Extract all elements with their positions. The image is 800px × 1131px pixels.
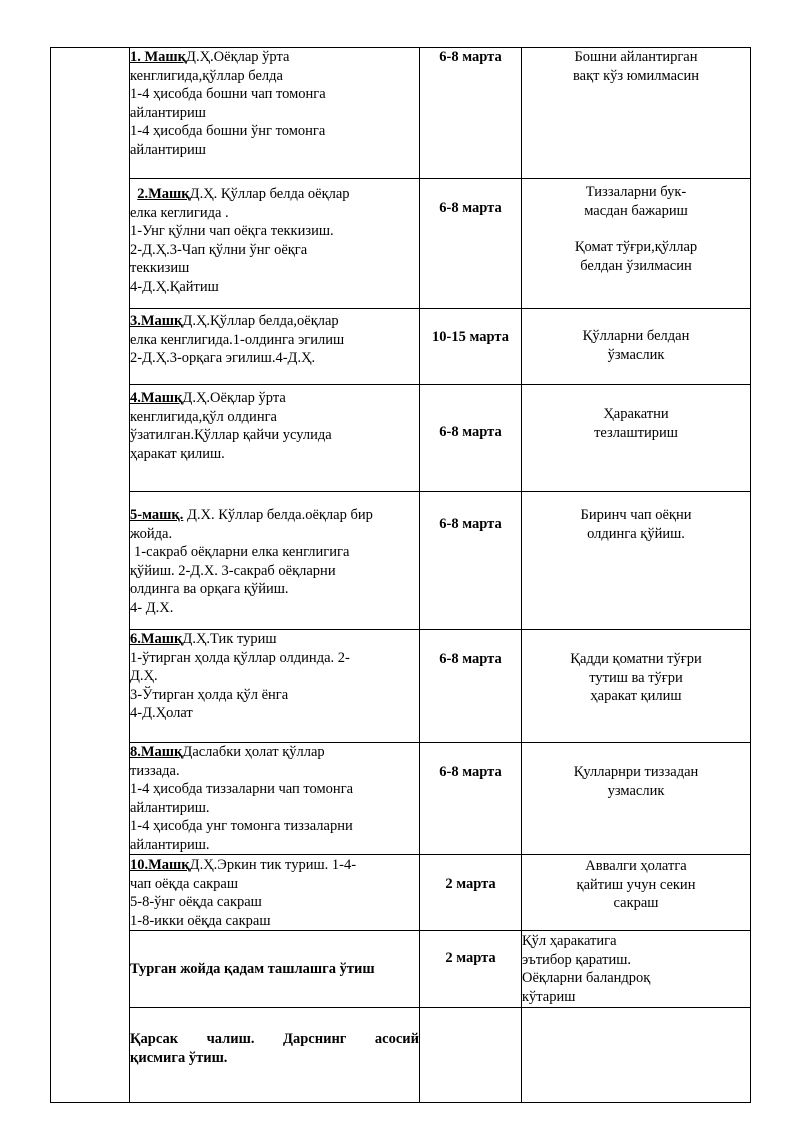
exercise-line: 1-4 ҳисобда бошни чап томонга (130, 86, 326, 102)
dose-cell: 6-8 марта (420, 385, 522, 492)
note-spacer (522, 220, 750, 238)
note-line: сакраш (613, 895, 659, 911)
exercise-line: 4- Д.Х. (130, 599, 174, 616)
exercise-line: ўзатилган.Қўллар қайчи усулида (130, 427, 332, 443)
note-line: кўтариш (522, 988, 576, 1005)
exercise-label: 2.Машқ (137, 186, 190, 202)
note-cell (522, 385, 751, 492)
note-line: ҳаракат қилиш (590, 688, 682, 704)
exercise-line: 1-Унг қўлни чап оёқга теккизиш. (130, 223, 334, 239)
final-line: қисмига ўтиш. (130, 1049, 228, 1066)
exercise-line: қўйиш. 2-Д.Х. 3-сакраб оёқларни (130, 562, 336, 579)
note-cell (522, 855, 751, 931)
table-row (51, 385, 751, 492)
note-line: Қўл ҳаракатига (522, 933, 617, 949)
exercise-cell (130, 492, 420, 630)
exercise-line: кенглигида,қўл олдинга (130, 408, 277, 425)
exercise-label: 5-машқ. (130, 507, 184, 523)
exercise-line: олдинга ва орқага қўйиш. (130, 581, 289, 597)
exercise-cell (130, 179, 420, 309)
empty-left-column (51, 48, 130, 1103)
table-row (51, 1008, 751, 1103)
note-line: Қулларнри тиззадан (573, 764, 699, 780)
exercise-line: жойда. (130, 525, 173, 542)
note-line: эътибор қаратиш. (522, 951, 631, 968)
note-line: Қадди қоматни тўғри (570, 651, 702, 667)
note-cell (522, 309, 751, 385)
table-row (51, 743, 751, 855)
exercise-line: айлантириш. (130, 799, 210, 816)
exercise-line: айлантириш. (130, 836, 210, 853)
note-cell (522, 492, 751, 630)
exercise-line: Д.Ҳ.Оёқлар ўрта (186, 49, 290, 65)
dose-cell: 6-8 марта (420, 48, 522, 179)
note-line: Биринч чап оёқни (580, 507, 692, 523)
note-line: ўзмаслик (607, 346, 665, 363)
note-line: Аввалги ҳолатга (585, 858, 687, 874)
exercise-cell (130, 743, 420, 855)
dose-cell: 6-8 марта (420, 743, 522, 855)
exercise-line: Д.Ҳ.Оёқлар ўрта (182, 390, 286, 406)
exercise-line: 1-4 ҳисобда тиззаларни чап томонга (130, 781, 354, 797)
note-line: тутиш ва тўғри (589, 669, 683, 686)
exercise-line: Д.Ҳ.Қўллар белда,оёқлар (182, 313, 339, 329)
exercise-line: Даслабки ҳолат қўллар (182, 744, 325, 760)
note-line: Оёқларни баландроқ (522, 970, 651, 986)
exercise-cell (130, 309, 420, 385)
exercise-line: 4-Д.Ҳолат (130, 705, 193, 721)
table-row (51, 630, 751, 743)
exercise-label: 8.Машқ (130, 744, 183, 760)
exercise-cell (130, 855, 420, 931)
exercise-line: Д.Ҳ. Қўллар белда оёқлар (189, 186, 350, 202)
exercise-line: Д.Х. Кўллар белда.оёқлар бир (186, 507, 373, 523)
exercise-line: 1-сакраб оёқларни елка кенглигига (134, 544, 350, 560)
exercise-line: айлантириш (130, 141, 206, 158)
note-line: узмаслик (607, 782, 665, 799)
exercise-line: чап оёқда сакраш (130, 875, 239, 892)
exercise-label: 6.Машқ (130, 631, 183, 647)
exercise-line: 3-Ўтирган ҳолда қўл ёнга (130, 686, 289, 703)
final-line: Қарсак чалиш. Дарснинг асосий (130, 1031, 419, 1047)
exercise-line: тиззада. (130, 762, 180, 779)
note-line: тезлаштириш (594, 424, 678, 441)
note-line: масдан бажариш (584, 202, 688, 219)
note-cell (522, 743, 751, 855)
note-cell (522, 931, 751, 1008)
note-line: қайтиш учун секин (576, 876, 696, 893)
exercise-cell (130, 630, 420, 743)
table-row (51, 855, 751, 931)
exercise-line: 1-ўтирган ҳолда қўллар олдинда. 2- (130, 649, 350, 666)
exercise-line: Д.Ҳ.Тик туриш (182, 631, 277, 647)
note-line: белдан ўзилмасин (580, 257, 692, 274)
dose-cell: 6-8 марта (420, 630, 522, 743)
exercise-line: ҳаракат қилиш. (130, 445, 225, 462)
note-line: Тиззаларни бук- (585, 184, 687, 200)
exercise-label: 1. Машқ (130, 49, 187, 65)
exercise-line: 4-Д.Ҳ.Қайтиш (130, 278, 219, 295)
exercise-cell (130, 385, 420, 492)
note-line: Бошни айлантирган (574, 49, 698, 65)
exercise-label: 3.Машқ (130, 313, 183, 329)
note-cell (522, 179, 751, 309)
exercise-line: елка кеглигида . (130, 204, 229, 221)
exercise-line: 1-4 ҳисобда бошни ўнг томонга (130, 123, 326, 139)
exercise-line: 2-Д.Ҳ.3-орқага эгилиш.4-Д.Ҳ. (130, 350, 316, 366)
dose-cell: 10-15 марта (420, 309, 522, 385)
dose-cell: 6-8 марта (420, 179, 522, 309)
table-row (51, 492, 751, 630)
exercise-line: 2-Д.Ҳ.3-Чап қўлни ўнг оёқга (130, 241, 308, 258)
exercise-line: 5-8-ўнг оёқда сакраш (130, 894, 262, 910)
final-cell (130, 1008, 420, 1103)
table-row (51, 931, 751, 1008)
dose-cell: 2 марта (420, 855, 522, 931)
exercise-line: айлантириш (130, 104, 206, 121)
exercise-line: елка кенглигида.1-олдинга эгилиш (130, 331, 345, 348)
exercise-line: 1-4 ҳисобда унг томонга тиззаларни (130, 818, 353, 834)
table-row (51, 48, 751, 179)
note-line: Қомат тўғри,қўллар (574, 239, 698, 255)
exercise-label: 10.Машқ (130, 857, 190, 873)
dose-cell: 2 марта (420, 931, 522, 1008)
note-line: олдинга қўйиш. (587, 525, 685, 542)
empty-dose-cell (420, 1008, 522, 1103)
empty-note-cell (522, 1008, 751, 1103)
exercise-line: 1-8-икки оёқда сакраш (130, 912, 271, 929)
exercise-table (50, 47, 751, 1103)
exercise-line: кенглигида,қўллар белда (130, 67, 283, 84)
transition-cell: Турган жойда қадам ташлашга ўтиш (130, 931, 420, 1008)
note-line: вақт кўз юмилмасин (572, 67, 700, 84)
dose-cell: 6-8 марта (420, 492, 522, 630)
note-line: Ҳаракатни (603, 406, 669, 422)
note-line: Қўлларни белдан (582, 328, 690, 344)
exercise-line: Д.Ҳ. (130, 668, 158, 684)
exercise-cell (130, 48, 420, 179)
exercise-line: Д.Ҳ.Эркин тик туриш. 1-4- (189, 857, 357, 873)
exercise-line: теккизиш (130, 260, 190, 276)
table-row (51, 309, 751, 385)
note-cell (522, 48, 751, 179)
exercise-label: 4.Машқ (130, 390, 183, 406)
table-row (51, 179, 751, 309)
note-cell (522, 630, 751, 743)
